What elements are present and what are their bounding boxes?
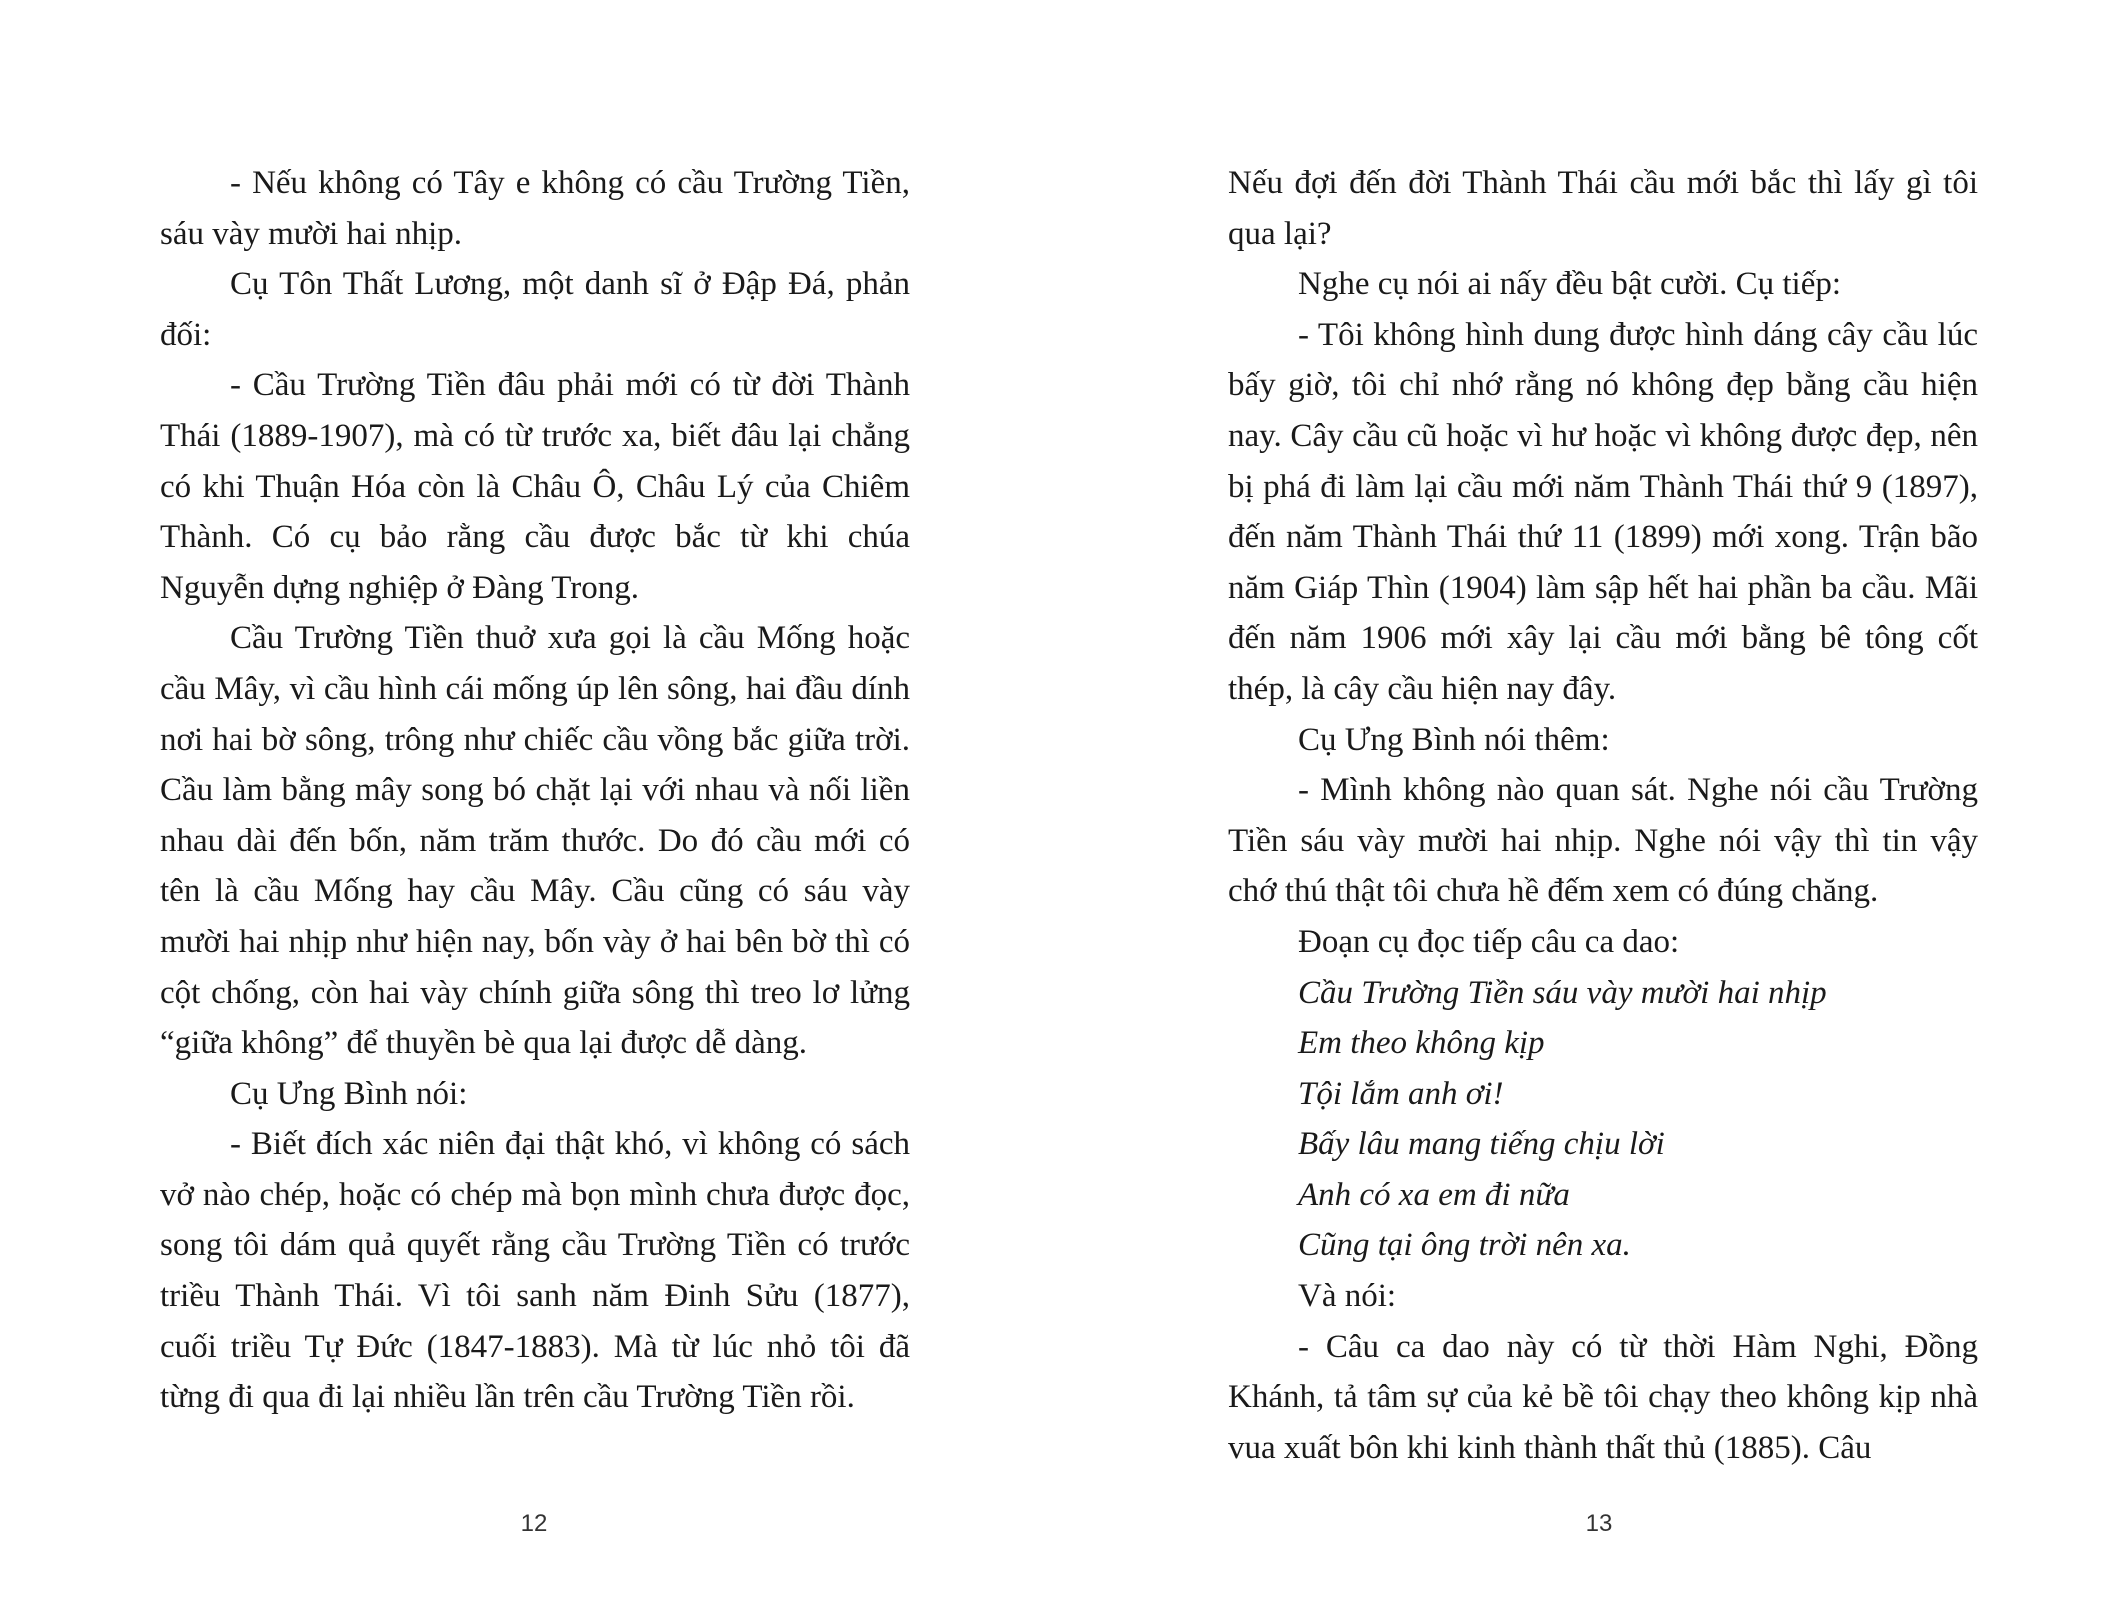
- poem-line: Tội lắm anh ơi!: [1298, 1075, 1504, 1112]
- paragraph: - Câu ca dao này có từ thời Hàm Nghi, Đồng Khánh, tả tâm sự của kẻ bề tôi chạy theo không kịp nhà vua xuất bôn khi kinh thành thất thủ (1885). Câu: [1228, 1328, 1978, 1466]
- paragraph: - Biết đích xác niên đại thật khó, vì không có sách vở nào chép, hoặc có chép mà bọn mình chưa được đọc, song tôi dám quả quyết rằng cầu Trường Tiền có trước triều Thành Thái. Vì tôi sanh năm Đinh Sửu (1877), cuối triều Tự Đức (1847-1883). Mà từ lúc nhỏ tôi đã từng đi qua đi lại nhiều lần trên cầu Trường Tiền rồi.: [160, 1126, 910, 1416]
- page-number-left: 12: [520, 1510, 548, 1537]
- paragraph: - Cầu Trường Tiền đâu phải mới có từ đời Thành Thái (1889-1907), mà có từ trước xa, biết đâu lại chẳng có khi Thuận Hóa còn là Châu Ô, Châu Lý của Chiêm Thành. Có cụ bảo rằng cầu được bắc từ khi chúa Nguyễn dựng nghiệp ở Đàng Trong.: [160, 367, 910, 606]
- paragraph: Đoạn cụ đọc tiếp câu ca dao:: [1298, 923, 1680, 960]
- paragraph: Cầu Trường Tiền thuở xưa gọi là cầu Mống hoặc cầu Mây, vì cầu hình cái mống úp lên sông, hai đầu dính nơi hai bờ sông, trông như chiếc cầu vồng bắc giữa trời. Cầu làm bằng mây song bó chặt lại với nhau và nối liền nhau dài đến bốn, năm trăm thước. Do đó cầu mới có tên là cầu Mống hay cầu Mây. Cầu cũng có sáu vày mười hai nhịp như hiện nay, bốn vày ở hai bên bờ thì có cột chống, còn hai vày chính giữa sông thì treo lơ lửng “giữa không” để thuyền bè qua lại được dễ dàng.: [160, 620, 910, 1062]
- paragraph: - Mình không nào quan sát. Nghe nói cầu Trường Tiền sáu vày mười hai nhịp. Nghe nói vậy thì tin vậy chớ thú thật tôi chưa hề đếm xem có đúng chăng.: [1228, 772, 1978, 910]
- paragraph: Và nói:: [1298, 1278, 1397, 1315]
- poem-line: Cũng tại ông trời nên xa.: [1298, 1227, 1631, 1264]
- right-page: [1063, 0, 2126, 1615]
- poem-line: Em theo không kịp: [1298, 1025, 1545, 1062]
- paragraph: - Nếu không có Tây e không có cầu Trường Tiền, sáu vày mười hai nhịp.: [160, 165, 910, 252]
- poem-line: Cầu Trường Tiền sáu vày mười hai nhịp: [1298, 974, 1827, 1011]
- paragraph: Nghe cụ nói ai nấy đều bật cười. Cụ tiếp:: [1298, 266, 1842, 303]
- poem-line: Anh có xa em đi nữa: [1298, 1176, 1570, 1213]
- page-number-right: 13: [1585, 1510, 1613, 1537]
- paragraph: Cụ Tôn Thất Lương, một danh sĩ ở Đập Đá, phản đối:: [160, 266, 910, 353]
- paragraph: Cụ Ưng Bình nói:: [230, 1075, 468, 1112]
- left-page-text: [160, 158, 910, 1423]
- poem-line: Bấy lâu mang tiếng chịu lời: [1298, 1126, 1665, 1163]
- paragraph: - Tôi không hình dung được hình dáng cây cầu lúc bấy giờ, tôi chỉ nhớ rằng nó không đẹp bằng cầu hiện nay. Cây cầu cũ hoặc vì hư hoặc vì không được đẹp, nên bị phá đi làm lại cầu mới năm Thành Thái thứ 9 (1897), đến năm Thành Thái thứ 11 (1899) mới xong. Trận bão năm Giáp Thìn (1904) làm sập hết hai phần ba cầu. Mãi đến năm 1906 mới xây lại cầu mới bằng bê tông cốt thép, là cây cầu hiện nay đây.: [1228, 316, 1978, 707]
- right-page-text: [1228, 158, 1978, 1473]
- paragraph: Cụ Ưng Bình nói thêm:: [1298, 721, 1610, 758]
- continued-paragraph: Nếu đợi đến đời Thành Thái cầu mới bắc thì lấy gì tôi qua lại?: [1228, 165, 1978, 252]
